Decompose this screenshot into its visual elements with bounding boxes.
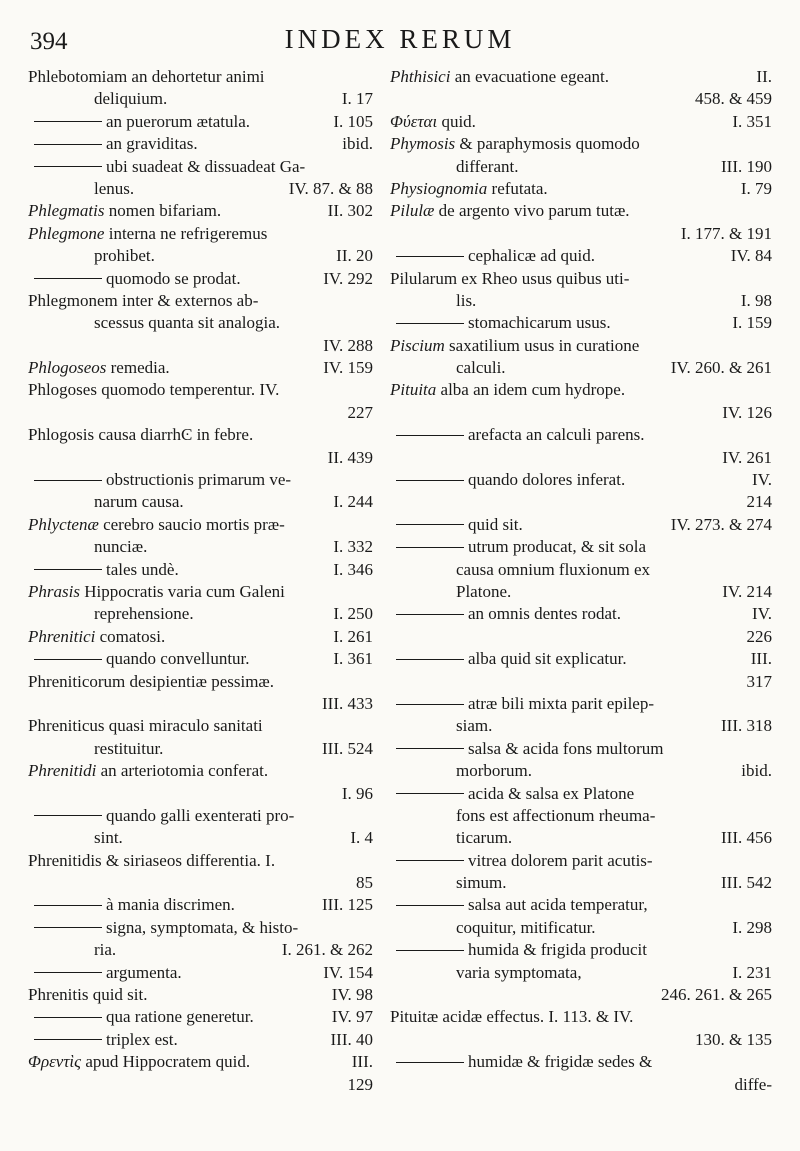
index-entry-line: [390, 1051, 772, 1073]
entry-reference: ibid.: [342, 134, 373, 154]
entry-text: utrum producat, & sit sola: [468, 537, 647, 557]
entry-reference: I. 177. & 191: [680, 223, 772, 243]
index-entry-line: [28, 469, 373, 491]
index-entry-line: [28, 894, 373, 916]
index-entry-line: [28, 872, 373, 894]
entry-term: Phymosis: [390, 134, 456, 154]
ditto-rule: [34, 278, 102, 279]
index-entry-line: [28, 335, 373, 357]
entry-reference: I. 98: [740, 290, 772, 310]
entry-reference: IV.: [752, 470, 772, 490]
entry-text: quando galli exenterati pro-: [106, 805, 295, 825]
entry-reference: II.: [756, 67, 772, 86]
entry-text: an evacuatione egeant.: [450, 67, 610, 86]
ditto-rule: [396, 323, 464, 324]
index-entry-line: [390, 1006, 772, 1028]
index-entry-line: [28, 111, 373, 133]
page-header: [0, 22, 800, 62]
entry-reference: IV. 261: [722, 447, 772, 467]
index-entry-line: [28, 693, 373, 715]
entry-text: narum causa.: [94, 492, 184, 512]
index-entry-line: [28, 626, 373, 648]
entry-text: Phlogosis causa diarrhϾ in febre.: [28, 425, 254, 445]
entry-term: Piscium: [390, 335, 445, 355]
entry-reference: 85: [356, 873, 373, 893]
index-entry-line: [28, 603, 373, 625]
index-entry-line: [390, 626, 772, 648]
entry-reference: III. 40: [330, 1029, 373, 1049]
index-entry-line: [390, 872, 772, 894]
index-entry-line: [390, 581, 772, 603]
index-entry-line: [390, 603, 772, 625]
entry-text: stomachicarum usus.: [468, 313, 611, 333]
ditto-rule: [396, 256, 464, 257]
entry-text: lis.: [456, 290, 477, 310]
index-entry-line: [28, 178, 373, 200]
entry-text: acida & salsa ex Platone: [468, 783, 635, 803]
entry-term: Phlogoseos: [28, 358, 107, 378]
index-entry-line: [390, 514, 772, 536]
entry-text: Pilularum ex Rheo usus quibus uti-: [390, 268, 630, 288]
index-entry-line: [28, 671, 373, 693]
index-entry-line: [28, 424, 373, 446]
entry-term: Pilulæ: [390, 201, 435, 221]
entry-reference: III. 542: [721, 873, 772, 893]
entry-reference: I. 261: [333, 626, 373, 646]
ditto-rule: [34, 166, 102, 167]
index-entry-line: [28, 357, 373, 379]
entry-text: Phrenitis quid sit.: [28, 985, 148, 1005]
index-column-left: [28, 66, 373, 1096]
entry-text: saxatilium usus in curatione: [444, 335, 640, 355]
ditto-rule: [396, 659, 464, 660]
entry-text: quando dolores inferat.: [468, 470, 626, 490]
entry-term: Phlyctenæ: [28, 514, 99, 534]
ditto-rule: [396, 704, 464, 705]
entry-reference: III.: [351, 1052, 373, 1072]
index-entry-line: [28, 290, 373, 312]
entry-reference: diffe-: [734, 1074, 772, 1094]
entry-reference: IV. 87. & 88: [288, 178, 373, 198]
entry-reference: I. 361: [333, 649, 373, 669]
entry-text: differant.: [456, 156, 519, 176]
ditto-rule: [34, 480, 102, 481]
index-entry-line: [390, 805, 772, 827]
index-entry-line: [390, 559, 772, 581]
entry-reference: IV. 154: [323, 962, 373, 982]
ditto-rule: [34, 121, 102, 122]
entry-text: Phlogoses quomodo temperentur. IV.: [28, 380, 280, 400]
entry-text: & paraphymosis quomodo: [455, 134, 640, 154]
index-entry-line: [28, 984, 373, 1006]
entry-text: varia symptomata,: [456, 962, 582, 982]
entry-reference: IV. 288: [323, 335, 373, 355]
entry-reference: III.: [750, 649, 772, 669]
entry-text: salsa aut acida temperatur,: [468, 895, 648, 915]
entry-text: tales undè.: [106, 559, 179, 579]
entry-reference: II. 439: [327, 447, 373, 467]
index-entry-line: [390, 1074, 772, 1096]
entry-text: refutata.: [487, 178, 548, 198]
entry-term: Phlegmatis: [28, 201, 105, 221]
ditto-rule: [34, 659, 102, 660]
entry-text: morborum.: [456, 761, 533, 781]
entry-reference: 246. 261. & 265: [661, 985, 772, 1005]
ditto-rule: [34, 144, 102, 145]
index-entry-line: [28, 581, 373, 603]
entry-reference: I. 250: [333, 604, 373, 624]
entry-text: deliquium.: [94, 89, 168, 109]
index-entry-line: [390, 357, 772, 379]
index-entry-line: [28, 268, 373, 290]
index-entry-line: [28, 1006, 373, 1028]
entry-text: Phlebotomiam an dehortetur animi: [28, 67, 265, 86]
index-entry-line: [28, 1074, 373, 1096]
entry-text: Platone.: [456, 581, 512, 601]
entry-text: scessus quanta sit analogia.: [94, 313, 281, 333]
entry-term: Phrenitidi: [28, 761, 97, 781]
ditto-rule: [396, 793, 464, 794]
index-entry-line: [390, 469, 772, 491]
entry-text: fons est affectionum rheuma-: [456, 805, 656, 825]
index-entry-line: [28, 559, 373, 581]
entry-text: calculi.: [456, 358, 506, 378]
entry-term: Φρεντὶς: [28, 1052, 82, 1072]
ditto-rule: [34, 1039, 102, 1040]
entry-text: Phreniticorum desipientiæ pessimæ.: [28, 671, 275, 691]
entry-reference: 227: [347, 402, 373, 422]
entry-reference: 226: [746, 626, 772, 646]
index-entry-line: [28, 223, 373, 245]
index-entry-line: [28, 783, 373, 805]
index-entry-line: [28, 827, 373, 849]
entry-text: nunciæ.: [94, 537, 148, 557]
entry-text: humidæ & frigidæ sedes &: [468, 1052, 653, 1072]
entry-text: sint.: [94, 828, 123, 848]
entry-reference: I. 159: [732, 313, 772, 333]
index-entry-line: [28, 379, 373, 401]
entry-reference: 214: [746, 492, 772, 512]
index-entry-line: [28, 66, 373, 88]
entry-reference: III. 318: [721, 716, 772, 736]
index-entry-line: [390, 133, 772, 155]
index-entry-line: [390, 738, 772, 760]
index-entry-line: [390, 402, 772, 424]
entry-text: Phlegmonem inter & externos ab-: [28, 290, 259, 310]
ditto-rule: [396, 614, 464, 615]
entry-text: signa, symptomata, & histo-: [106, 917, 299, 937]
running-title: INDEX RERUM: [284, 24, 516, 54]
entry-text: an omnis dentes rodat.: [468, 604, 621, 624]
entry-reference: IV. 159: [323, 358, 373, 378]
entry-term: Phrenitici: [28, 626, 96, 646]
index-entry-line: [390, 200, 772, 222]
index-entry-line: [390, 1029, 772, 1051]
index-entry-line: [28, 88, 373, 110]
entry-text: remedia.: [106, 358, 170, 378]
entry-text: quando convelluntur.: [106, 649, 250, 669]
index-entry-line: [28, 245, 373, 267]
index-entry-line: [390, 917, 772, 939]
entry-reference: I. 332: [333, 537, 373, 557]
ditto-rule: [34, 905, 102, 906]
entry-term: Physiognomia: [390, 178, 488, 198]
page-number: 394: [30, 28, 68, 55]
index-entry-line: [390, 156, 772, 178]
index-entry-line: [28, 312, 373, 334]
entry-text: alba quid sit explicatur.: [468, 649, 627, 669]
index-entry-line: [390, 379, 772, 401]
index-entry-line: [28, 962, 373, 984]
entry-text: nomen bifariam.: [104, 201, 222, 221]
entry-reference: I. 79: [740, 178, 772, 198]
entry-reference: I. 96: [341, 783, 373, 803]
index-entry-line: [28, 850, 373, 872]
entry-text: an arteriotomia conferat.: [96, 761, 269, 781]
entry-reference: IV. 292: [323, 268, 373, 288]
index-entry-line: [390, 760, 772, 782]
index-entry-line: [390, 178, 772, 200]
entry-text: cerebro saucio mortis præ-: [98, 514, 285, 534]
index-entry-line: [390, 962, 772, 984]
entry-text: vitrea dolorem parit acutis-: [468, 850, 653, 870]
entry-reference: ibid.: [741, 761, 772, 781]
entry-reference: IV. 126: [722, 402, 772, 422]
index-entry-line: [28, 805, 373, 827]
entry-text: à mania discrimen.: [106, 895, 235, 915]
entry-reference: III. 125: [322, 895, 373, 915]
entry-reference: 317: [746, 671, 772, 691]
entry-text: an puerorum ætatula.: [106, 111, 250, 131]
entry-text: quomodo se prodat.: [106, 268, 241, 288]
entry-text: obstructionis primarum ve-: [106, 470, 292, 490]
entry-term: Phlegmone: [28, 223, 105, 243]
index-entry-line: [390, 223, 772, 245]
entry-text: Phreniticus quasi miraculo sanitati: [28, 716, 263, 736]
entry-reference: I. 346: [333, 559, 373, 579]
index-entry-line: [390, 88, 772, 110]
index-entry-line: [390, 783, 772, 805]
index-entry-line: [390, 671, 772, 693]
entry-reference: I. 244: [333, 492, 373, 512]
entry-text: simum.: [456, 873, 507, 893]
index-entry-line: [390, 111, 772, 133]
entry-text: coquitur, mitificatur.: [456, 917, 596, 937]
index-entry-line: [28, 648, 373, 670]
index-entry-line: [390, 335, 772, 357]
entry-text: ticarum.: [456, 828, 513, 848]
entry-reference: 458. & 459: [695, 89, 772, 109]
entry-text: prohibet.: [94, 246, 155, 266]
index-entry-line: [28, 402, 373, 424]
index-entry-line: [390, 850, 772, 872]
ditto-rule: [34, 815, 102, 816]
entry-reference: I. 351: [732, 111, 772, 131]
entry-reference: III. 456: [721, 828, 772, 848]
entry-reference: IV.: [752, 604, 772, 624]
entry-reference: II. 20: [336, 246, 373, 266]
ditto-rule: [34, 927, 102, 928]
entry-text: Pituitæ acidæ effectus. I. 113. & IV.: [390, 1007, 634, 1027]
entry-reference: I. 231: [732, 962, 772, 982]
index-entry-line: [390, 245, 772, 267]
index-entry-line: [28, 715, 373, 737]
entry-text: ria.: [94, 940, 117, 960]
entry-text: reprehensione.: [94, 604, 194, 624]
entry-text: humida & frigida producit: [468, 940, 647, 960]
index-entry-line: [28, 200, 373, 222]
entry-text: lenus.: [94, 178, 135, 198]
index-entry-line: [28, 514, 373, 536]
entry-text: de argento vivo parum tutæ.: [434, 201, 630, 221]
entry-text: siam.: [456, 716, 493, 736]
entry-term: Pituita: [390, 380, 437, 400]
index-entry-line: [390, 312, 772, 334]
ditto-rule: [34, 1017, 102, 1018]
ditto-rule: [396, 1062, 464, 1063]
index-entry-line: [28, 1029, 373, 1051]
entry-reference: I. 4: [350, 828, 373, 848]
index-entry-line: [390, 939, 772, 961]
index-column-right: [390, 66, 772, 1096]
entry-term: Phthisici: [390, 67, 451, 86]
ditto-rule: [396, 524, 464, 525]
index-entry-line: [390, 693, 772, 715]
entry-text: atræ bili mixta parit epilep-: [468, 693, 655, 713]
entry-text: quid.: [437, 111, 476, 131]
entry-reference: 130. & 135: [695, 1029, 772, 1049]
index-entry-line: [28, 491, 373, 513]
ditto-rule: [34, 569, 102, 570]
entry-reference: IV. 273. & 274: [670, 514, 772, 534]
entry-text: alba an idem cum hydrope.: [436, 380, 626, 400]
index-entry-line: [28, 738, 373, 760]
index-entry-line: [390, 984, 772, 1006]
entry-reference: I. 261. & 262: [281, 940, 373, 960]
index-entry-line: [390, 648, 772, 670]
entry-reference: IV. 97: [331, 1007, 373, 1027]
entry-term: Φύεται: [390, 111, 438, 131]
entry-reference: I. 298: [732, 917, 772, 937]
index-entry-line: [390, 268, 772, 290]
index-entry-line: [390, 827, 772, 849]
entry-text: triplex est.: [106, 1029, 178, 1049]
entry-text: quid sit.: [468, 514, 523, 534]
index-entry-line: [28, 536, 373, 558]
entry-text: an graviditas.: [106, 134, 198, 154]
ditto-rule: [396, 435, 464, 436]
index-entry-line: [28, 760, 373, 782]
entry-reference: IV. 84: [730, 246, 772, 266]
entry-reference: I. 105: [333, 111, 373, 131]
ditto-rule: [396, 905, 464, 906]
ditto-rule: [396, 860, 464, 861]
index-entry-line: [28, 133, 373, 155]
ditto-rule: [34, 972, 102, 973]
index-entry-line: [28, 1051, 373, 1073]
entry-reference: IV. 214: [722, 581, 772, 601]
entry-reference: III. 433: [322, 693, 373, 713]
ditto-rule: [396, 480, 464, 481]
index-entry-line: [28, 917, 373, 939]
index-entry-line: [390, 536, 772, 558]
index-entry-line: [390, 715, 772, 737]
entry-term: Phrasis: [28, 581, 80, 601]
index-entry-line: [390, 447, 772, 469]
index-entry-line: [390, 894, 772, 916]
ditto-rule: [396, 547, 464, 548]
entry-reference: I. 17: [341, 89, 373, 109]
index-entry-line: [390, 491, 772, 513]
entry-reference: 129: [347, 1074, 373, 1094]
entry-reference: II. 302: [327, 201, 373, 221]
entry-text: ubi suadeat & dissuadeat Ga-: [106, 156, 306, 176]
index-entry-line: [390, 424, 772, 446]
index-entry-line: [28, 939, 373, 961]
entry-text: apud Hippocratem quid.: [81, 1052, 251, 1072]
entry-text: Phrenitidis & siriaseos differentia. I.: [28, 850, 276, 870]
entry-reference: III. 190: [721, 156, 772, 176]
index-entry-line: [390, 66, 772, 88]
entry-reference: IV. 260. & 261: [670, 358, 772, 378]
entry-text: Hippocratis varia cum Galeni: [79, 581, 285, 601]
entry-text: cephalicæ ad quid.: [468, 246, 595, 266]
entry-text: qua ratione generetur.: [106, 1007, 254, 1027]
entry-reference: IV. 98: [331, 985, 373, 1005]
entry-text: argumenta.: [106, 962, 182, 982]
entry-text: causa omnium fluxionum ex: [456, 559, 651, 579]
entry-text: comatosi.: [95, 626, 166, 646]
entry-text: arefacta an calculi parens.: [468, 425, 645, 445]
index-entry-line: [390, 290, 772, 312]
index-entry-line: [28, 447, 373, 469]
entry-text: salsa & acida fons multorum: [468, 738, 664, 758]
index-entry-line: [28, 156, 373, 178]
entry-reference: III. 524: [322, 738, 373, 758]
ditto-rule: [396, 950, 464, 951]
ditto-rule: [396, 748, 464, 749]
entry-text: restituitur.: [94, 738, 164, 758]
entry-text: interna ne refrigeremus: [104, 223, 268, 243]
